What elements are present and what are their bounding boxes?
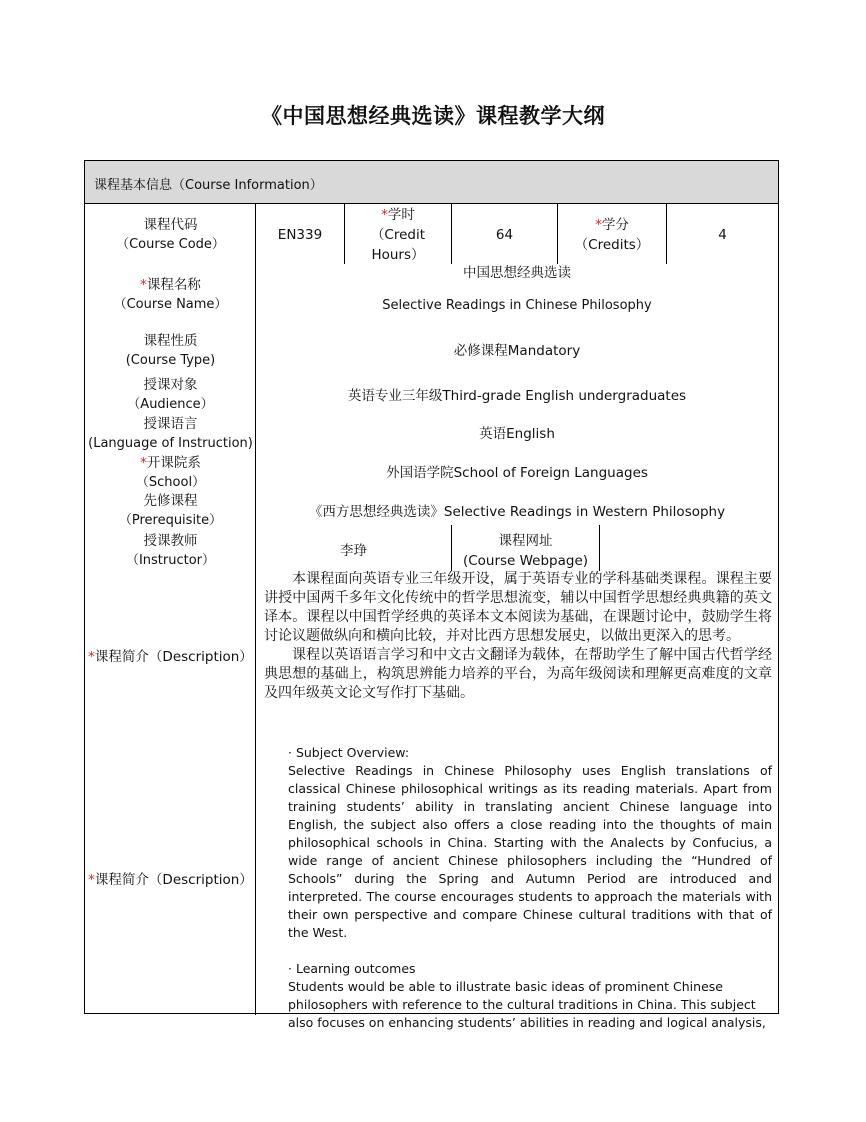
overview-text: Selective Readings in Chinese Philosophy uses English translations of classical Chinese philosophical writings as its reading materials. Apart from training students’ ability in translating ancient Chinese language into English, the subject also offers a close reading into the thoughts of main philosophical schools in China. Starting with the Analects by Confucius, a wide range of ancient Chinese philosophers including the “Hundred of Schools” during the Spring and Autumn Period are introduced and interpreted. The course encourages students to approach the materials with their own perspective and compare Chinese cultural traditions with that of the West. (288, 763, 772, 940)
credits-value: 4 (718, 227, 727, 243)
course-name-label-text: 课程名称 (146, 277, 201, 293)
course-webpage-label-cn: 课程网址 (498, 533, 553, 549)
course-type-label-en: (Course Type) (125, 353, 216, 368)
description-cn-paragraph-2: 课程以英语语言学习和中文古文翻译为载体，在帮助学生了解中国古代哲学经典思想的基础上，构筑思辨能力培养的平台，为高年级阅读和理解更高难度的文章及四年级英文论文写作打下基础。 (264, 647, 772, 701)
instructor-label-cn: 授课教师 (143, 533, 198, 549)
overview-heading: · Subject Overview: (288, 745, 410, 760)
school-label-en: （School） (135, 475, 206, 490)
required-mark: * (595, 217, 602, 233)
credit-hours-value: 64 (495, 227, 514, 243)
credits-label-en: （Credits） (574, 237, 650, 253)
language-label-cn: 授课语言 (143, 416, 198, 432)
school-value: 外国语学院School of Foreign Languages (386, 465, 648, 481)
course-webpage-label-en: (Course Webpage) (462, 553, 589, 569)
table-header-label: 课程基本信息（Course Information） (94, 178, 323, 193)
credits-label-text: 学分 (601, 217, 629, 233)
instructor-label-en: （Instructor） (125, 553, 216, 568)
required-mark: * (140, 455, 147, 471)
required-mark: * (88, 872, 95, 888)
credits-label (558, 215, 666, 255)
course-name-cn: 中国思想经典选读 (463, 265, 571, 281)
course-type-label (85, 331, 256, 371)
document-title: 《中国思想经典选读》课程教学大纲 (261, 104, 605, 128)
course-type-value: 必修课程Mandatory (453, 343, 581, 359)
audience-value: 英语专业三年级Third-grade English undergraduates (347, 388, 687, 404)
credit-hours-label-en2: Hours） (371, 247, 425, 263)
audience-label-en: （Audience） (127, 397, 214, 412)
language-label-en: (Language of Instruction) (88, 436, 253, 451)
required-mark: * (140, 277, 147, 293)
school-label (85, 453, 256, 493)
outcomes-heading: · Learning outcomes (288, 961, 416, 976)
course-name-en: Selective Readings in Chinese Philosophy (382, 298, 652, 313)
course-webpage-label (452, 531, 599, 571)
description-cn-paragraph-1: 本课程面向英语专业三年级开设，属于英语专业的学科基础类课程。课程主要讲授中国两千多年文化传统中的哲学思想流变，辅以中国哲学思想经典典籍的英文译本。课程以中国哲学经典的英译本文本阅读为基础，在课题讨论中，鼓励学生将讨论议题做纵向和横向比较，并对比西方思想发展史，以做出更深入的思考。 (264, 571, 772, 644)
audience-label (85, 375, 256, 415)
course-name-label (85, 275, 256, 315)
credit-hours-label-en1: （Credit (370, 227, 426, 243)
course-info-table (84, 160, 779, 1030)
school-label-text: 开课院系 (146, 455, 201, 471)
course-name-label-cn (85, 275, 256, 295)
instructor-divider-2 (599, 525, 600, 571)
required-mark: * (381, 207, 388, 223)
course-type-label-cn: 课程性质 (143, 333, 198, 349)
language-label (85, 414, 256, 454)
language-value: 英语English (479, 426, 555, 442)
credit-hours-label (345, 205, 451, 265)
prerequisite-label (85, 491, 256, 531)
school-label-cn (85, 453, 256, 473)
instructor-label (85, 531, 256, 571)
prerequisite-value: 《西方思想经典选读》Selective Readings in Western Philosophy (308, 504, 726, 520)
description-chinese (264, 570, 772, 703)
audience-label-cn: 授课对象 (143, 377, 198, 393)
credit-hours-label-cn (345, 205, 451, 225)
course-code-value: EN339 (277, 227, 323, 243)
label-divider (255, 204, 256, 1015)
prerequisite-label-cn: 先修课程 (143, 493, 198, 509)
prerequisite-label-en: （Prerequisite） (118, 513, 223, 528)
credits-label-cn (558, 215, 666, 235)
description-label-text: 课程简介（Description） (94, 649, 253, 665)
course-name-label-en: （Course Name） (113, 297, 228, 312)
description-english (288, 744, 772, 1032)
outcomes-text: Students would be able to illustrate basic ideas of prominent Chinese philosophers with reference to the cultural traditions in China. This subject also focuses on enhancing students’ abilities in reading and logical analysis, (288, 979, 766, 1030)
course-code-label-en: （Course Code） (116, 237, 225, 252)
description-label-text: 课程简介（Description） (94, 872, 253, 888)
table-header (85, 161, 778, 204)
description-label-en-row (85, 870, 256, 890)
credit-hours-label-text: 学时 (387, 207, 415, 223)
instructor-value: 李琤 (340, 543, 367, 559)
spacer (288, 942, 772, 960)
required-mark: * (88, 649, 95, 665)
description-label-cn-row (85, 647, 256, 667)
course-code-label-cn: 课程代码 (143, 217, 198, 233)
course-code-label (85, 215, 256, 255)
